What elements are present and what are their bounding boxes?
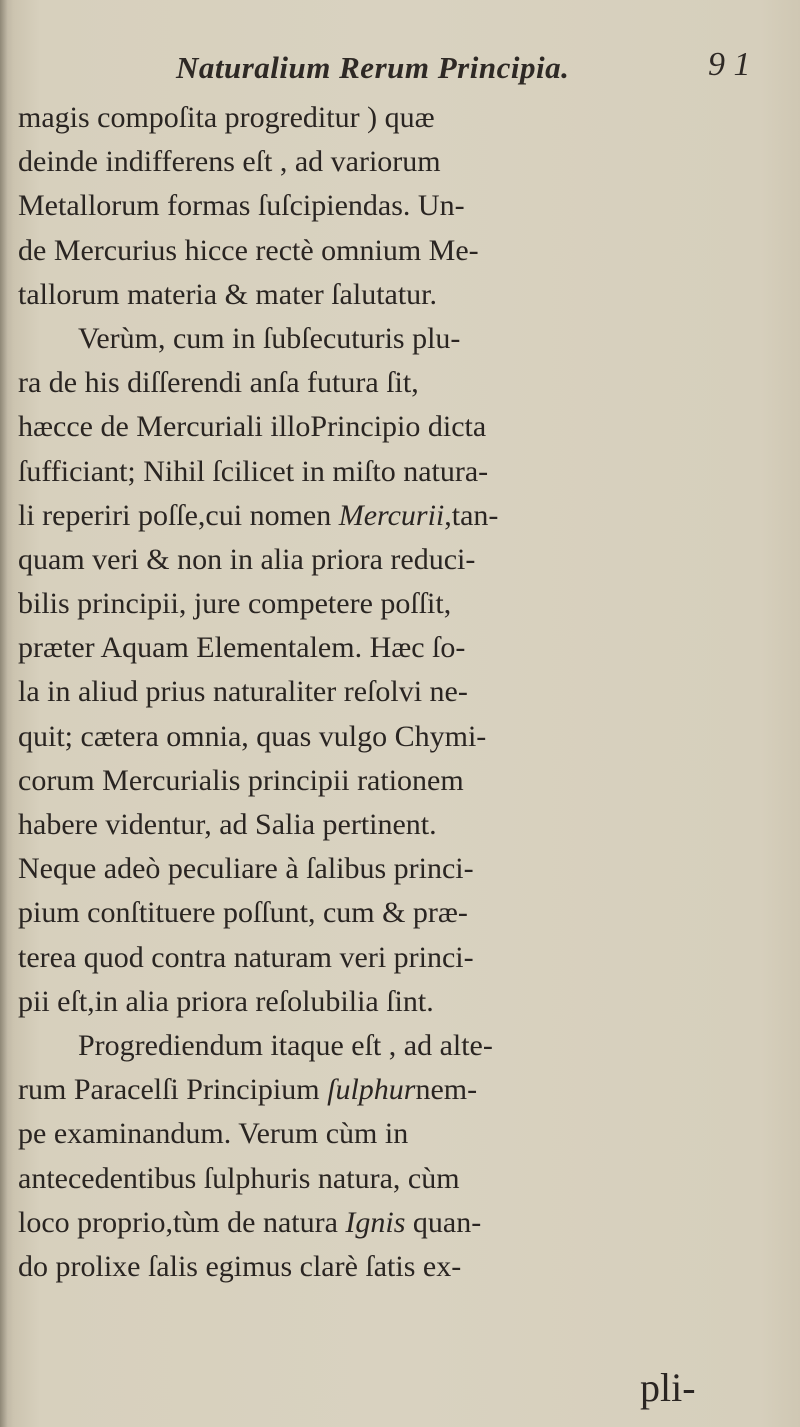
text-segment: pium conſtituere poſſunt, cum & præ- <box>18 896 468 930</box>
text-line <box>18 96 800 140</box>
italic-term: ſulphur <box>327 1073 416 1107</box>
text-segment: ,tan- <box>444 498 499 532</box>
catchword: pli- <box>640 1365 696 1410</box>
text-line <box>18 229 800 273</box>
text-segment: li reperiri poſſe,cui nomen <box>18 498 339 532</box>
text-line <box>18 450 800 494</box>
text-segment: quam veri & non in alia priora reduci- <box>18 542 476 576</box>
text-segment: pe examinandum. Verum cùm in <box>18 1117 409 1151</box>
text-segment: quan- <box>405 1205 482 1239</box>
text-line <box>18 582 800 626</box>
text-line <box>18 626 800 670</box>
italic-term: Ignis <box>345 1205 406 1239</box>
text-line <box>18 317 800 361</box>
text-line <box>18 847 800 891</box>
text-line <box>18 1068 800 1112</box>
text-line <box>18 980 800 1024</box>
text-segment: corum Mercurialis principii rationem <box>18 763 464 797</box>
text-segment: Metallorum formas ſuſcipiendas. Un- <box>18 189 465 223</box>
text-line <box>18 1157 800 1201</box>
text-line <box>18 803 800 847</box>
text-line <box>18 1245 800 1289</box>
text-segment: pii eſt,in alia priora reſolubilia ſint. <box>18 984 434 1018</box>
text-line <box>18 1112 800 1156</box>
text-line <box>18 273 800 317</box>
text-segment: rum Paracelſi Principium <box>18 1073 328 1107</box>
text-segment: quit; cætera omnia, quas vulgo Chymi- <box>18 719 487 753</box>
text-segment: de Mercurius hicce rectè omnium Me- <box>18 233 479 267</box>
text-line <box>18 405 800 449</box>
text-line <box>18 759 800 803</box>
text-segment: ra de his diſſerendi anſa futura ſit, <box>18 366 419 400</box>
text-segment: bilis principii, jure competere poſſit, <box>18 587 452 621</box>
text-segment: tallorum materia & mater ſalutatur. <box>18 277 438 311</box>
running-title: Naturalium Rerum Principia. <box>176 50 570 85</box>
text-line <box>18 891 800 935</box>
text-segment: terea quod contra naturam veri princi- <box>18 940 474 974</box>
text-segment: nem- <box>415 1073 478 1107</box>
text-line <box>18 1201 800 1245</box>
text-line <box>18 538 800 582</box>
text-line <box>18 670 800 714</box>
text-segment: ſufficiant; Nihil ſcilicet in miſto natura- <box>18 454 489 488</box>
text-segment: deinde indifferens eſt , ad variorum <box>18 145 441 179</box>
text-segment: la in aliud prius naturaliter reſolvi ne- <box>18 675 468 709</box>
text-line <box>18 715 800 759</box>
text-segment: habere videntur, ad Salia pertinent. <box>18 808 437 841</box>
text-segment: Verùm, cum in ſubſecuturis plu- <box>78 321 461 355</box>
text-line <box>18 494 800 538</box>
text-line <box>18 184 800 228</box>
text-segment: Neque adeò peculiare à ſalibus princi- <box>18 852 474 886</box>
page-gutter-edge <box>0 0 8 1427</box>
text-segment: Progrediendum itaque eſt , ad alte- <box>78 1028 493 1062</box>
text-line <box>18 936 800 980</box>
text-segment: antecedentibus ſulphuris natura, cùm <box>18 1161 460 1195</box>
italic-term: Mercurii <box>338 498 445 532</box>
text-segment: præter Aquam Elementalem. Hæc ſo- <box>18 631 466 665</box>
body-text <box>18 96 800 1289</box>
text-line <box>18 361 800 405</box>
page-number: 9 1 <box>708 46 751 83</box>
text-segment: do prolixe ſalis egimus clarè ſatis ex- <box>18 1249 462 1283</box>
text-segment: magis compoſita progreditur ) quæ <box>18 101 435 134</box>
text-segment: loco proprio,tùm de natura <box>18 1205 346 1239</box>
text-segment: hæcce de Mercuriali illoPrincipio dicta <box>18 410 487 444</box>
text-line <box>18 140 800 184</box>
text-line <box>18 1024 800 1068</box>
